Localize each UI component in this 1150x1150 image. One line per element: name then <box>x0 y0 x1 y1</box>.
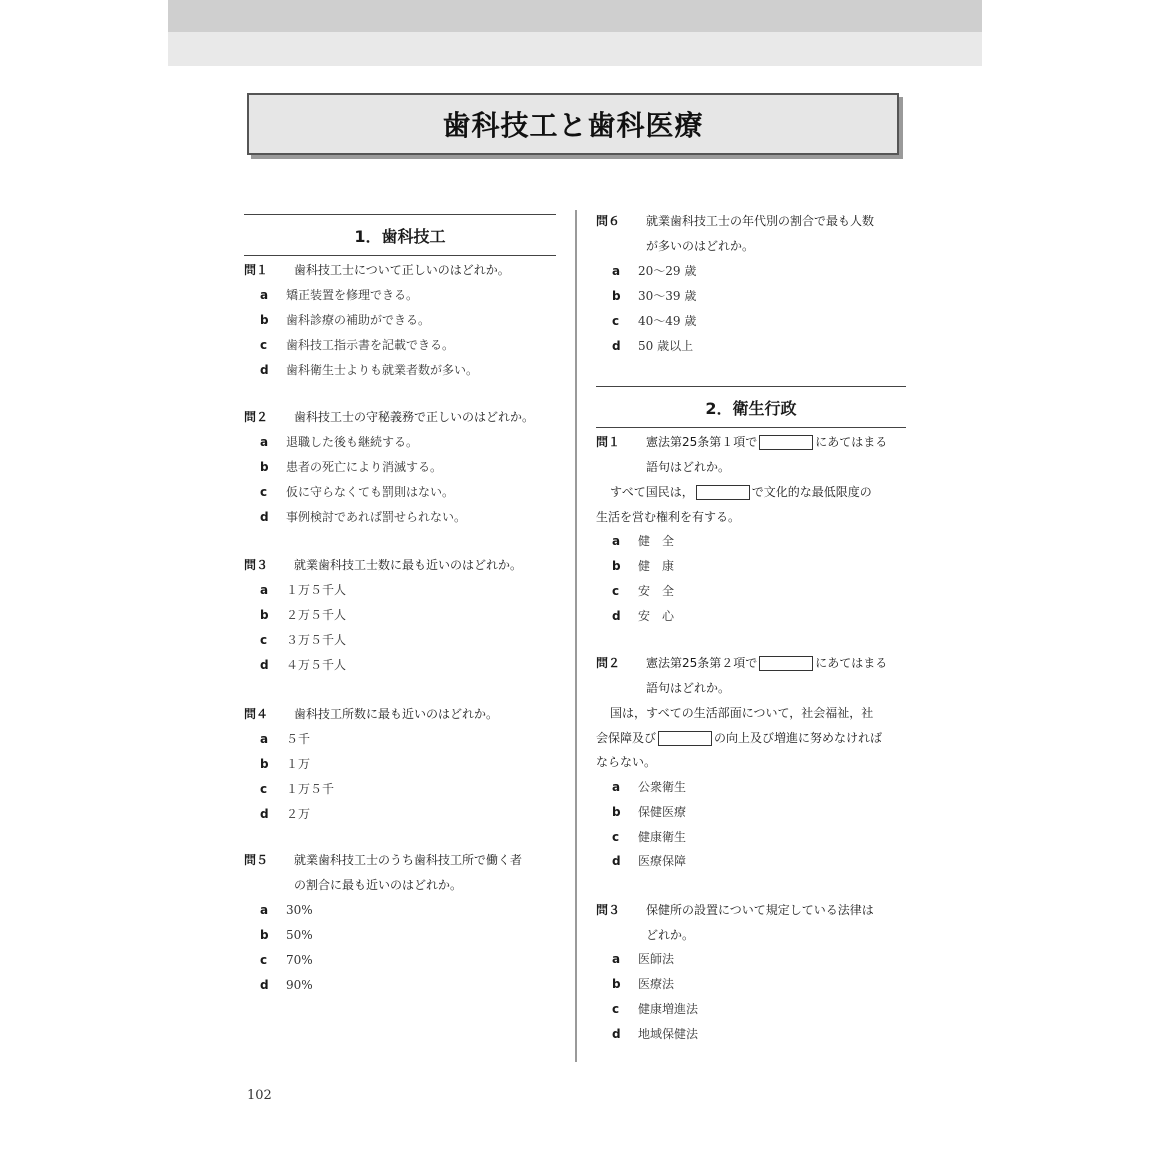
quote-line1: 国は，すべての生活部面について，社会福祉，社 <box>610 706 874 720</box>
header-band <box>168 0 982 66</box>
option: d 安 心 <box>612 609 675 623</box>
question-stem-line1: 憲法第25条第２項で にあてはまる <box>646 656 888 670</box>
quote-line2: 会保障及び の向上及び増進に努めなければ <box>596 731 883 745</box>
option: b 30～39 歳 <box>612 289 697 303</box>
question-stem: 就業歯科技工士数に最も近いのはどれか。 <box>294 558 523 572</box>
section-title: 2．衛生行政 <box>705 398 797 418</box>
question-stem: 歯科技工所数に最も近いのはどれか。 <box>294 707 499 721</box>
question-number: 問３ <box>596 903 621 917</box>
option: c １万５千 <box>260 782 335 796</box>
question-number: 問６ <box>596 214 621 228</box>
option: b 50% <box>260 928 313 942</box>
question-number: 問３ <box>244 558 269 572</box>
option: b 歯科診療の補助ができる。 <box>260 313 431 327</box>
column-divider <box>575 210 577 1062</box>
question-stem-line1: 保健所の設置について規定している法律は <box>646 903 874 917</box>
question-r3 <box>596 898 906 1041</box>
section-heading-1 <box>244 214 556 256</box>
option: c 安 全 <box>612 584 675 598</box>
option: a 公衆衛生 <box>612 780 687 794</box>
option: d 地域保健法 <box>612 1027 699 1041</box>
chapter-title: 歯科技工と歯科医療 <box>442 109 704 142</box>
question-number: 問２ <box>596 656 621 670</box>
quote-line2: 生活を営む権利を有する。 <box>596 510 741 524</box>
question-stem-line1: 就業歯科技工士のうち歯科技工所で働く者 <box>294 853 523 867</box>
option: a 30% <box>260 903 313 917</box>
chapter-title-box <box>247 93 899 155</box>
option: c 40～49 歳 <box>612 314 697 328</box>
option: c 健康衛生 <box>612 830 687 844</box>
option: c 歯科技工指示書を記載できる。 <box>260 338 455 352</box>
quote-line1: すべて国民は， で文化的な最低限度の <box>610 485 872 499</box>
option: a 矯正装置を修理できる。 <box>260 288 419 302</box>
option: a 20～29 歳 <box>612 264 697 278</box>
question-2 <box>244 405 556 524</box>
header-band-light <box>168 32 982 66</box>
question-number: 問１ <box>596 435 621 449</box>
option: b 保健医療 <box>612 805 687 819</box>
blank-box <box>658 731 712 746</box>
option: a 医師法 <box>612 952 675 966</box>
question-number: 問１ <box>244 263 269 277</box>
quote-line3: ならない。 <box>596 755 657 769</box>
option: a 退職した後も継続する。 <box>260 435 419 449</box>
option: d 90% <box>260 978 313 992</box>
question-stem-line2: が多いのはどれか。 <box>646 239 755 253</box>
blank-box <box>759 435 813 450</box>
option: a １万５千人 <box>260 583 347 597</box>
question-number: 問５ <box>244 853 269 867</box>
question-r2 <box>596 651 906 868</box>
option: d 歯科衛生士よりも就業者数が多い。 <box>260 363 479 377</box>
question-4 <box>244 702 556 821</box>
option: d 50 歳以上 <box>612 339 694 353</box>
question-stem-line2: の割合に最も近いのはどれか。 <box>294 878 463 892</box>
question-stem: 歯科技工士の守秘義務で正しいのはどれか。 <box>294 410 535 424</box>
question-number: 問２ <box>244 410 269 424</box>
question-5 <box>244 848 556 992</box>
option: a 健 全 <box>612 534 675 548</box>
question-stem: 歯科技工士について正しいのはどれか。 <box>294 263 510 277</box>
blank-box <box>696 485 750 500</box>
question-stem-line1: 就業歯科技工士の年代別の割合で最も人数 <box>646 214 875 228</box>
option: b 健 康 <box>612 559 675 573</box>
option: a ５千 <box>260 732 311 746</box>
question-number: 問４ <box>244 707 269 721</box>
header-band-dark <box>168 0 982 32</box>
option: d ２万 <box>260 807 311 821</box>
question-stem-line2: 語句はどれか。 <box>646 460 731 474</box>
option: c ３万５千人 <box>260 633 347 647</box>
section-heading-2 <box>596 386 906 428</box>
question-stem-line2: どれか。 <box>646 928 695 942</box>
question-stem-line2: 語句はどれか。 <box>646 681 731 695</box>
question-stem-line1: 憲法第25条第１項で にあてはまる <box>646 435 888 449</box>
option: d 事例検討であれば罰せられない。 <box>260 510 467 524</box>
option: c 70% <box>260 953 313 967</box>
question-1 <box>244 258 556 377</box>
section-title: 1．歯科技工 <box>354 226 446 246</box>
option: c 仮に守らなくても罰則はない。 <box>260 485 455 499</box>
option: d ４万５千人 <box>260 658 347 672</box>
option: d 医療保障 <box>612 854 687 868</box>
option: b 患者の死亡により消滅する。 <box>260 460 443 474</box>
question-r1 <box>596 430 906 623</box>
option: b １万 <box>260 757 311 771</box>
question-3 <box>244 553 556 672</box>
question-6 <box>596 209 906 353</box>
blank-box <box>759 656 813 671</box>
option: b ２万５千人 <box>260 608 347 622</box>
option: b 医療法 <box>612 977 675 991</box>
option: c 健康増進法 <box>612 1002 699 1016</box>
page-number: 102 <box>247 1088 272 1103</box>
